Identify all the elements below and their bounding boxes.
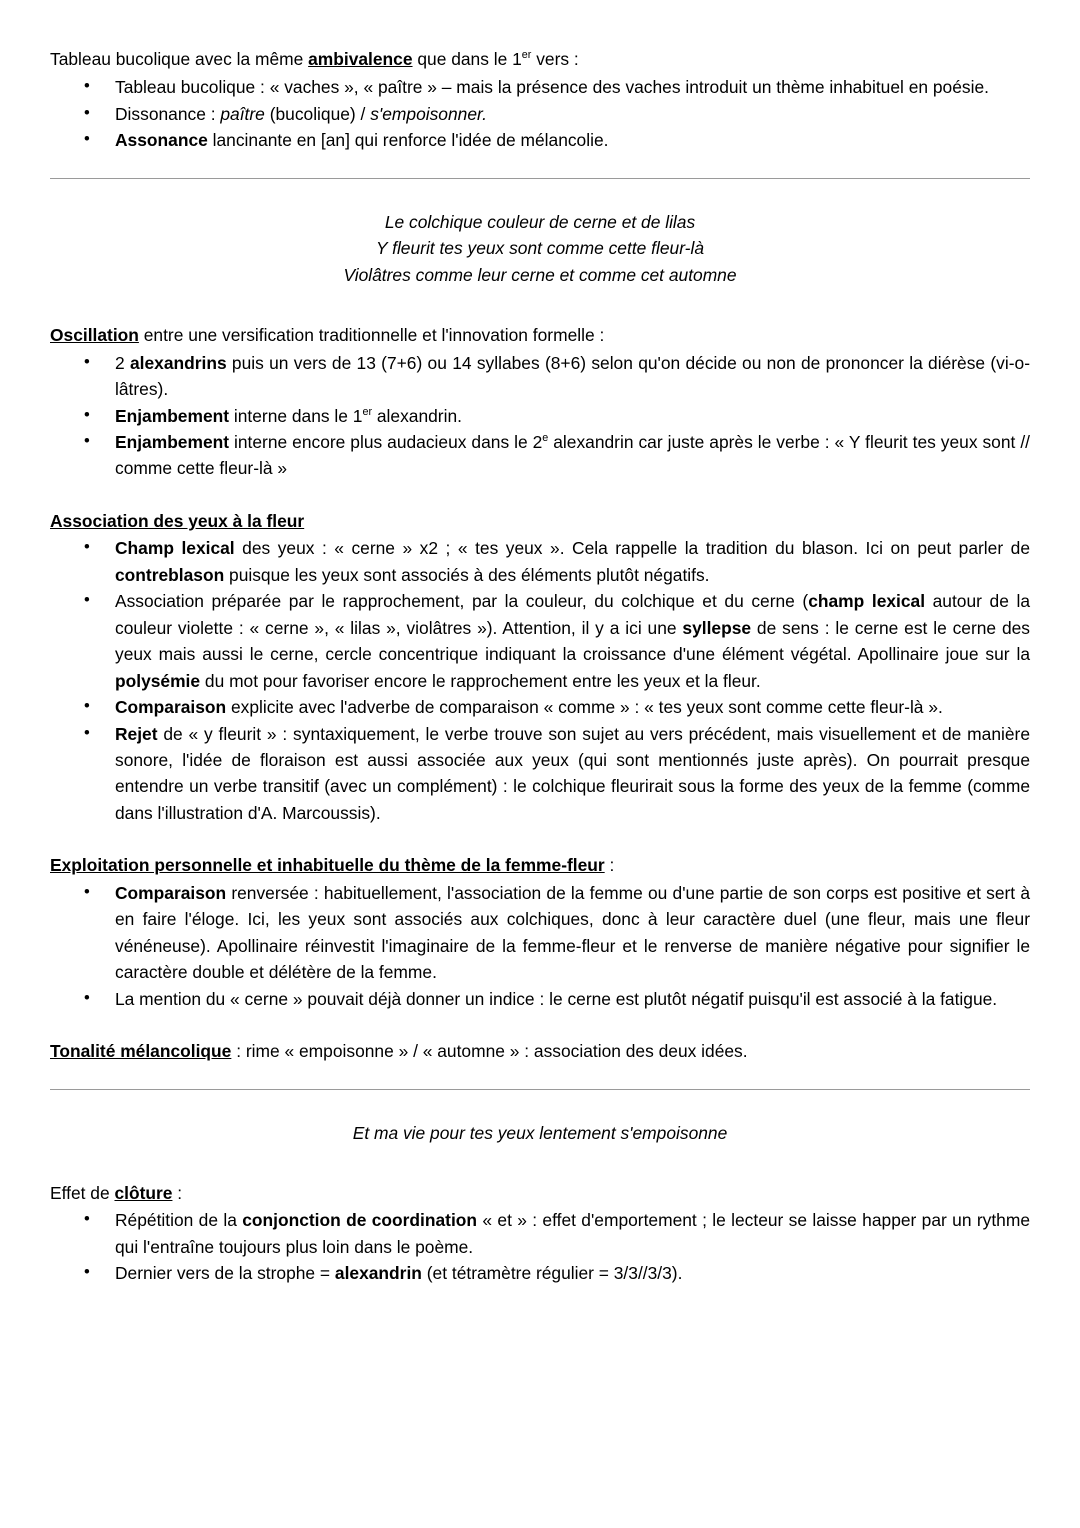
ambivalence-keyword: ambivalence bbox=[308, 49, 413, 69]
bullet-text: des yeux : « cerne » x2 ; « tes yeux ». Cela rappelle la tradition du blason. Ici on peut parler de bbox=[234, 538, 1030, 559]
bullet-text: 2 bbox=[115, 352, 130, 373]
bullet-italic-sempoisonner: s'empoisonner. bbox=[370, 103, 487, 124]
bullet-text: Dernier vers de la strophe = bbox=[115, 1263, 335, 1284]
oscillation-heading bbox=[50, 322, 1030, 348]
lead-suffix-text: vers : bbox=[531, 49, 579, 69]
bullet-text: de sens : le cerne est le cerne des yeux mais aussi le cerne, cercle concentrique indiquant la croissance d'une élément végétal. Apollinaire joue sur la bbox=[115, 617, 1030, 665]
bullet-text: « et » : effet d'emportement ; le lecteur se laisse happer par un rythme qui l'entraîne toujours plus loin dans le poème. bbox=[115, 1210, 1030, 1257]
oscillation-heading-rest: entre une versification traditionnelle et l'innovation formelle : bbox=[138, 325, 605, 346]
lead-mid-text: que dans le 1 bbox=[412, 49, 522, 69]
ordinal-suffix-er: er bbox=[362, 405, 373, 418]
bullet-bold-conjonction: conjonction de coordination bbox=[242, 1210, 478, 1231]
oscillation-keyword: Oscillation bbox=[50, 325, 139, 346]
bullet-text: explicite avec l'adverbe de comparaison « comme » : « tes yeux sont comme cette fleur-là ». bbox=[226, 697, 943, 718]
ordinal-suffix-er: er bbox=[521, 49, 532, 62]
cloture-bullet-list bbox=[50, 1207, 1030, 1286]
ambivalence-bullet-list bbox=[50, 74, 1030, 153]
list-item bbox=[50, 694, 1030, 720]
bullet-bold-comparaison: Comparaison bbox=[115, 882, 227, 903]
tonalite-keyword: Tonalité mélancolique bbox=[50, 1041, 232, 1062]
oscillation-bullet-list bbox=[50, 350, 1030, 482]
association-keyword: Association des yeux à la fleur bbox=[50, 510, 305, 531]
list-item bbox=[50, 588, 1030, 694]
verse-line: Violâtres comme leur cerne et comme cet automne bbox=[343, 264, 737, 285]
list-item bbox=[50, 350, 1030, 403]
bullet-bold-enjambement: Enjambement bbox=[115, 431, 230, 452]
verse-line: Y fleurit tes yeux sont comme cette fleur-là bbox=[376, 238, 704, 259]
list-item bbox=[50, 403, 1030, 429]
bullet-text: lancinante en [an] qui renforce l'idée de mélancolie. bbox=[207, 130, 609, 151]
bullet-text: Répétition de la bbox=[115, 1210, 243, 1231]
list-item bbox=[50, 1260, 1030, 1286]
bullet-italic-paitre: paître bbox=[220, 103, 265, 124]
stanza-two bbox=[50, 1120, 1030, 1146]
spacer bbox=[50, 1012, 1030, 1038]
verse-line: Et ma vie pour tes yeux lentement s'empoisonne bbox=[352, 1122, 728, 1143]
cloture-keyword: clôture bbox=[114, 1182, 173, 1203]
list-item bbox=[50, 721, 1030, 827]
exploitation-keyword: Exploitation personnelle et inhabituelle du thème de la femme-fleur bbox=[50, 855, 605, 876]
bullet-text: (et tétramètre régulier = 3/3//3/3). bbox=[421, 1263, 683, 1284]
bullet-text: La mention du « cerne » pouvait déjà donner un indice : le cerne est plutôt négatif puisqu'il est associé à la fatigue. bbox=[115, 988, 998, 1009]
list-item bbox=[50, 535, 1030, 588]
bullet-bold-comparaison: Comparaison bbox=[115, 697, 227, 718]
exploitation-bullet-list bbox=[50, 880, 1030, 1012]
bullet-text: Dissonance : bbox=[115, 103, 221, 124]
bullet-bold-assonance: Assonance bbox=[115, 130, 208, 151]
bullet-text: alexandrin car juste après le verbe : « Y fleurit tes yeux sont // comme cette fleur-là » bbox=[115, 431, 1030, 479]
list-item bbox=[50, 127, 1030, 153]
bullet-bold-enjambement: Enjambement bbox=[115, 405, 230, 426]
bullet-bold-contreblason: contreblason bbox=[115, 564, 225, 585]
cloture-heading-prefix: Effet de bbox=[50, 1182, 115, 1203]
spacer bbox=[50, 288, 1030, 322]
verse-line: Le colchique couleur de cerne et de lilas bbox=[384, 211, 696, 232]
bullet-text: puis un vers de 13 (7+6) ou 14 syllabes (8+6) selon qu'on décide ou non de prononcer la diérèse (vi-o-lâtres). bbox=[115, 352, 1030, 400]
section-divider bbox=[50, 1089, 1030, 1090]
spacer bbox=[50, 826, 1030, 852]
section-divider bbox=[50, 178, 1030, 179]
bullet-text: renversée : habituellement, l'association de la femme ou d'une partie de son corps est positive et sert à en faire l'éloge. Ici, les yeux sont associés aux colchiques, donc à leur caractère duel (une fleur, mais une fleur vénéneuse). Apollinaire réinvestit l'imaginaire de la femme-fleur et le renverse de manière négative pour signifier le caractère double et délétère de la femme. bbox=[115, 882, 1030, 983]
list-item bbox=[50, 74, 1030, 100]
bullet-bold-champ-lexical: Champ lexical bbox=[115, 538, 235, 559]
list-item bbox=[50, 1207, 1030, 1260]
bullet-bold-alexandrins: alexandrins bbox=[129, 352, 227, 373]
lead-prefix-text: Tableau bucolique avec la même bbox=[50, 49, 309, 69]
bullet-text: alexandrin. bbox=[372, 405, 462, 426]
bullet-bold-polysemie: polysémie bbox=[115, 670, 201, 691]
bullet-text: interne dans le 1 bbox=[229, 405, 363, 426]
ordinal-suffix-e: e bbox=[542, 432, 549, 445]
tonalite-paragraph bbox=[50, 1038, 1030, 1064]
bullet-bold-syllepse: syllepse bbox=[682, 617, 752, 638]
bullet-text: autour de la couleur violette : « cerne », « lilas », violâtres »). Attention, il y a ici une bbox=[115, 591, 1031, 638]
spacer bbox=[50, 482, 1030, 508]
bullet-bold-champ-lexical: champ lexical bbox=[808, 591, 926, 612]
bullet-text: Tableau bucolique : « vaches », « paître » – mais la présence des vaches introduit un thème inhabituel en poésie. bbox=[115, 77, 989, 98]
spacer bbox=[50, 1146, 1030, 1180]
bullet-text: de « y fleurit » : syntaxiquement, le verbe trouve son sujet au vers précédent, mais visuellement et de manière sonore, l'idée de floraison est aussi associée aux yeux (qui sont mentionnés juste après). On pourrait presque entendre un verbe transitif (avec un complément) : le colchique fleurirait sous la forme des yeux de la femme (comme dans l'illustration d'A. Marcoussis). bbox=[115, 723, 1030, 823]
bullet-text: du mot pour favoriser encore le rapprochement entre les yeux et la fleur. bbox=[200, 670, 761, 691]
tonalite-rest: : rime « empoisonne » / « automne » : association des deux idées. bbox=[231, 1041, 748, 1062]
bullet-text: (bucolique) / bbox=[264, 103, 371, 124]
stanza-one bbox=[50, 209, 1030, 288]
list-item bbox=[50, 101, 1030, 127]
list-item bbox=[50, 429, 1030, 482]
list-item bbox=[50, 880, 1030, 986]
bullet-text: interne encore plus audacieux dans le 2 bbox=[229, 431, 543, 452]
association-bullet-list bbox=[50, 535, 1030, 826]
bullet-text: puisque les yeux sont associés à des éléments plutôt négatifs. bbox=[224, 564, 710, 585]
cloture-heading-rest: : bbox=[172, 1182, 183, 1203]
bullet-bold-alexandrin: alexandrin bbox=[334, 1263, 422, 1284]
ambivalence-lead-paragraph bbox=[50, 46, 1030, 72]
association-heading bbox=[50, 508, 1030, 534]
cloture-heading bbox=[50, 1180, 1030, 1206]
list-item bbox=[50, 986, 1030, 1012]
exploitation-heading bbox=[50, 852, 1030, 878]
bullet-bold-rejet: Rejet bbox=[115, 723, 158, 744]
bullet-text: Association préparée par le rapprochement, par la couleur, du colchique et du cerne ( bbox=[115, 591, 809, 612]
exploitation-heading-rest: : bbox=[604, 855, 615, 876]
